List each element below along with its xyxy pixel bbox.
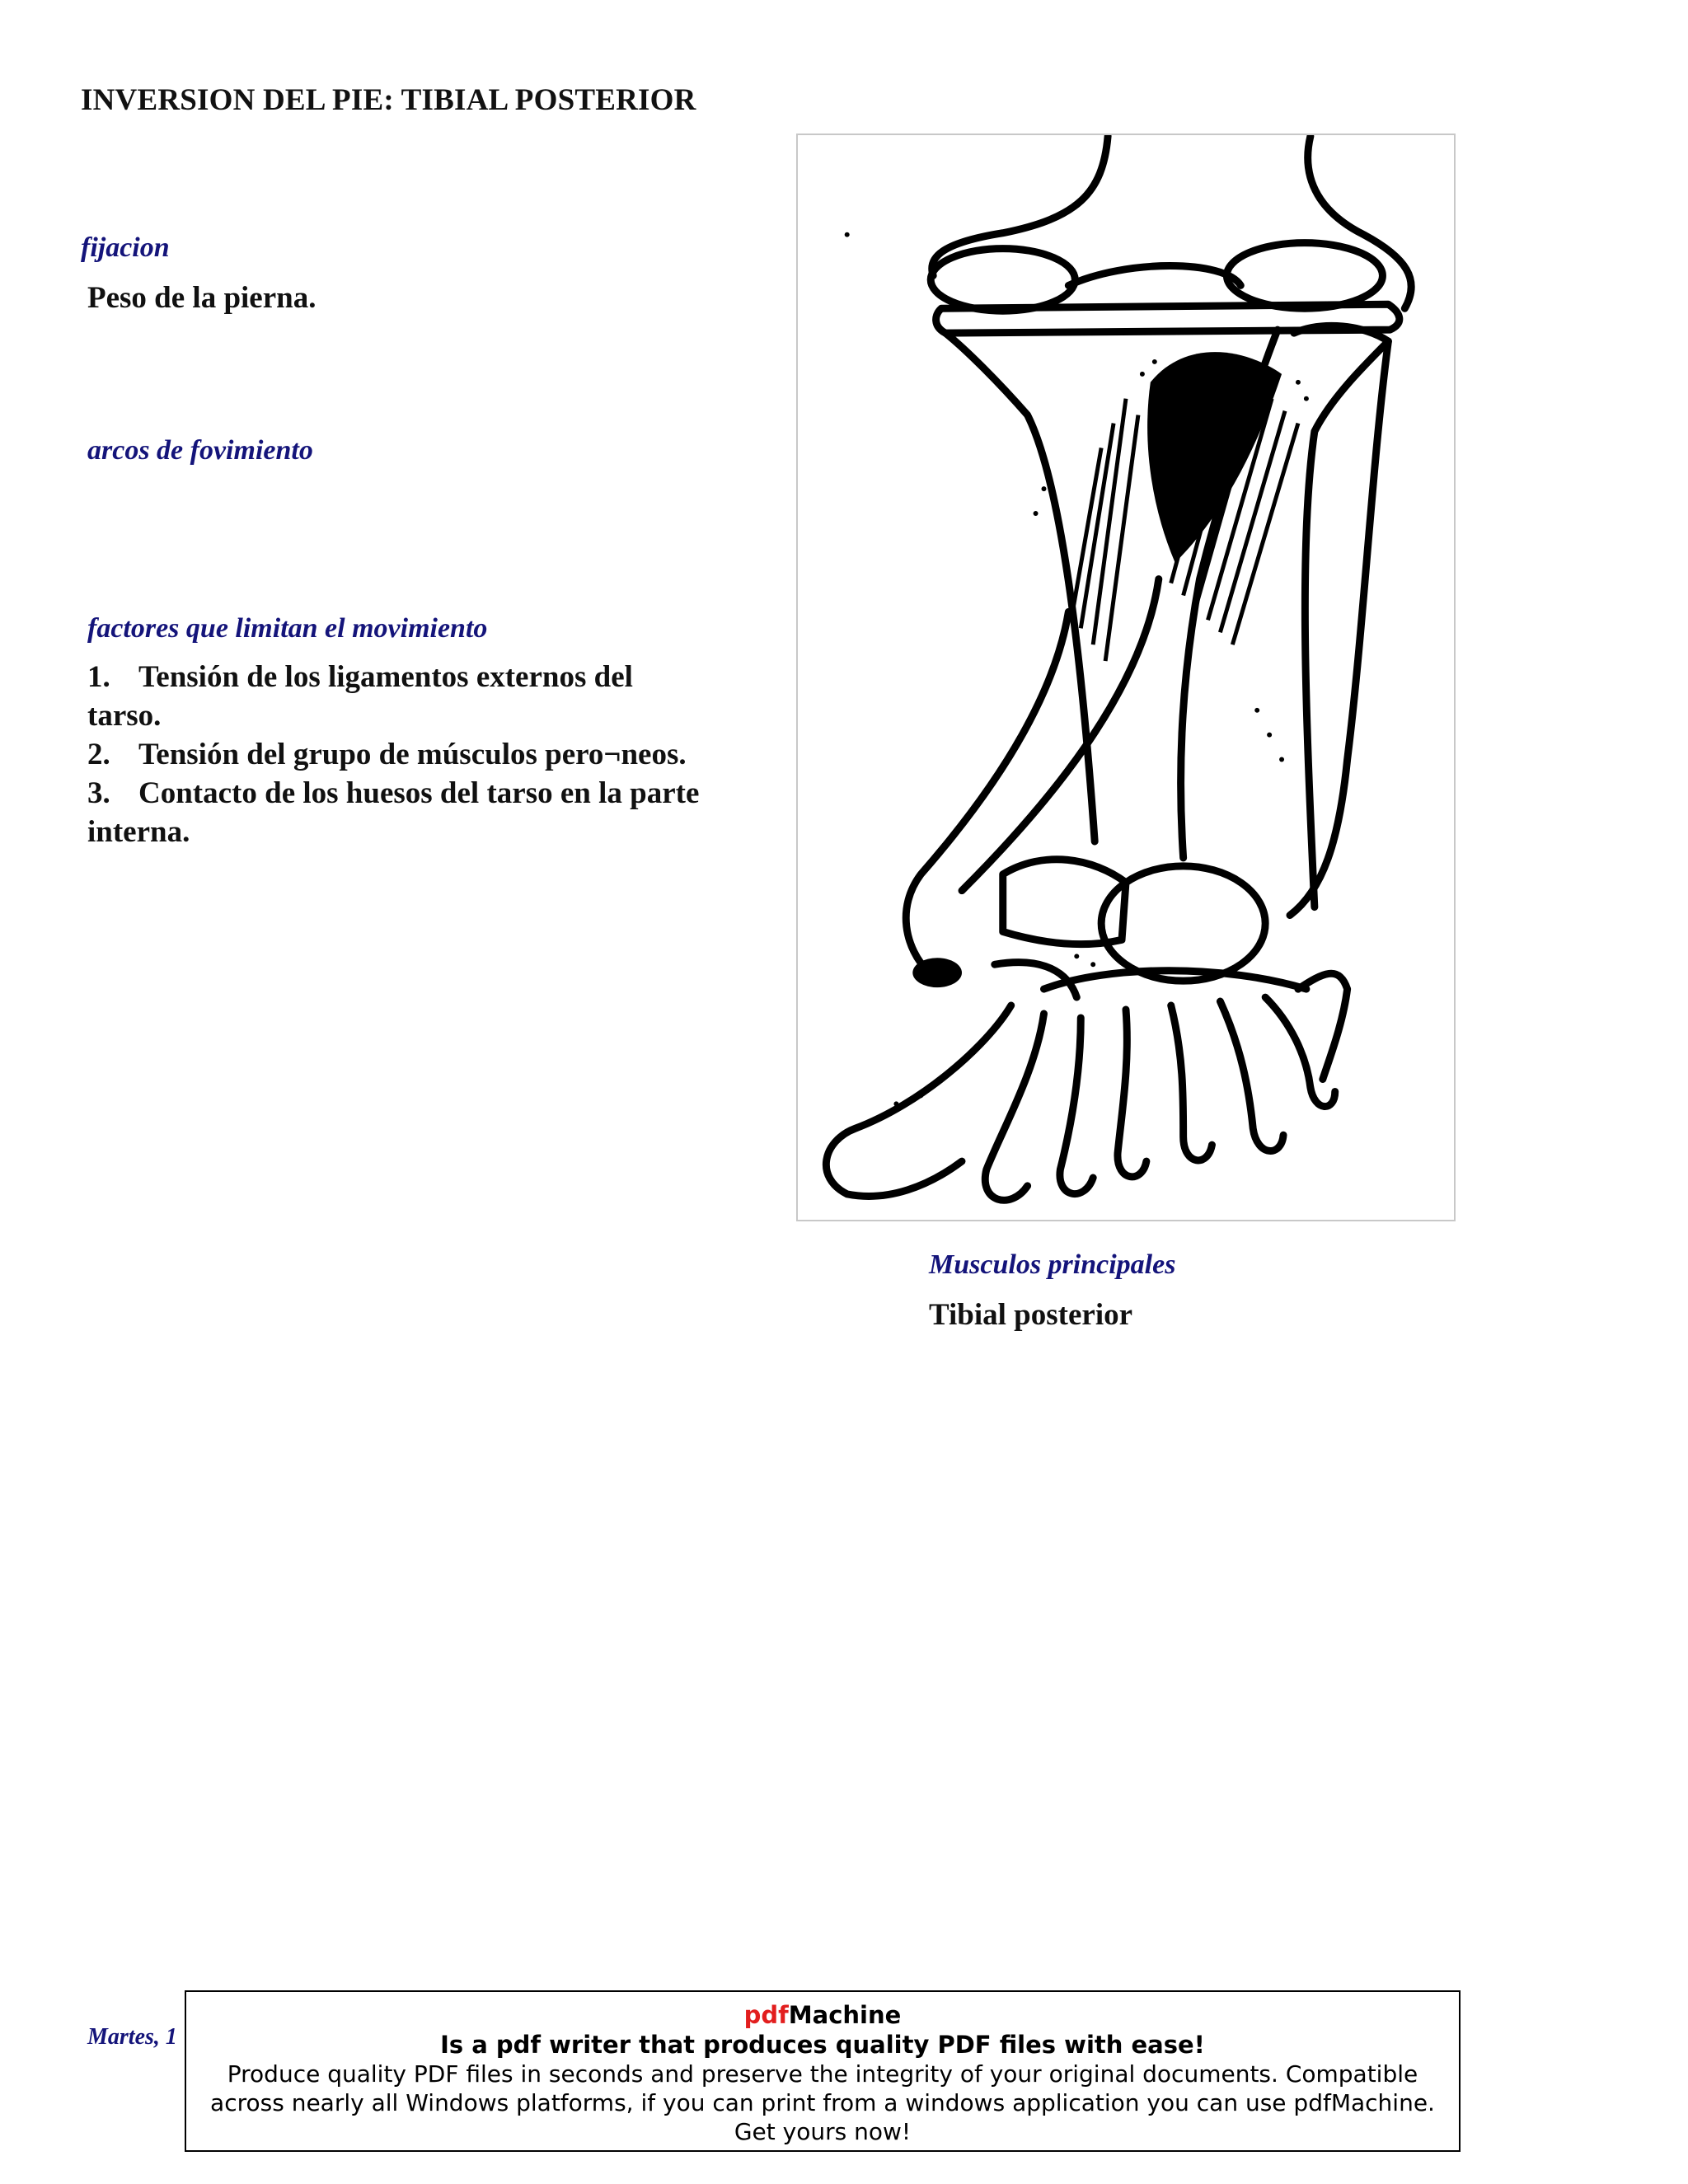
brand-machine: Machine: [788, 2001, 902, 2029]
list-item-number: 1.: [87, 660, 110, 694]
pdfmachine-logo: [186, 2000, 1459, 2030]
anatomy-illustration: [796, 134, 1456, 1221]
list-item: [87, 774, 740, 813]
fijacion-text: Peso de la pierna.: [87, 281, 316, 315]
list-item-number: 3.: [87, 776, 110, 810]
banner-tagline: Is a pdf writer that produces quality PDF files with ease!: [440, 2031, 1205, 2059]
pdfmachine-banner[interactable]: [185, 1990, 1461, 2152]
banner-description: Produce quality PDF files in seconds and preserve the integrity of your original documents. Compatible across nearly all Windows platforms, if you can print from a windows application you can use pdfMachine.: [210, 2060, 1435, 2116]
list-item-continuation: tarso.: [87, 699, 162, 733]
list-item-text: Contacto de los huesos del tarso en la parte: [138, 776, 700, 810]
musculos-text: Tibial posterior: [929, 1298, 1133, 1332]
musculos-label: Musculos principales: [929, 1249, 1176, 1280]
leg-foot-drawing: [798, 135, 1454, 1220]
brand-pdf: pdf: [743, 2001, 789, 2029]
list-item: [87, 735, 740, 774]
footer-date: Martes, 1: [87, 2024, 177, 2050]
factores-label: factores que limitan el movimiento: [87, 613, 488, 644]
list-item-text: Tensión de los ligamentos externos del: [138, 660, 633, 694]
factores-list: [87, 658, 740, 851]
list-item: [87, 658, 740, 696]
arcos-label: arcos de fovimiento: [87, 435, 313, 466]
page-title: INVERSION DEL PIE: TIBIAL POSTERIOR: [81, 83, 696, 117]
fijacion-label: fijacion: [81, 232, 170, 263]
list-item-continuation: interna.: [87, 815, 190, 849]
list-item-text: Tensión del grupo de músculos pero¬neos.: [138, 738, 687, 771]
list-item-number: 2.: [87, 738, 110, 771]
banner-cta[interactable]: Get yours now!: [734, 2118, 912, 2145]
